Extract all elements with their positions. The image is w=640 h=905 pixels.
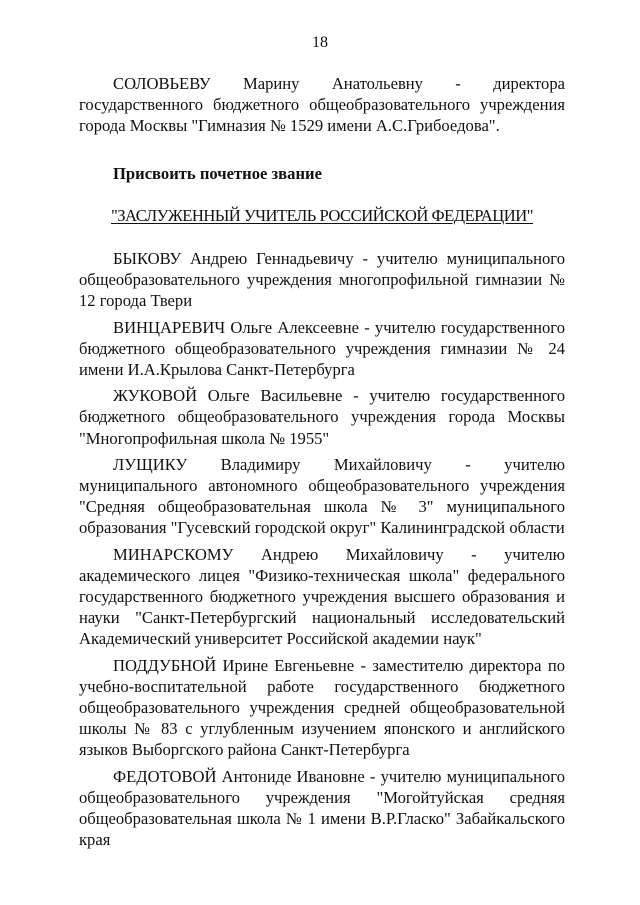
section-heading: Присвоить почетное звание [113, 163, 322, 183]
document-body [79, 73, 565, 856]
paragraph-solovyeva: СОЛОВЬЕВУ Марину Анатольевну - директора государственного бюджетного общеобразовательного учреждения города Москвы "Гимназия № 1529 имени А.С.Грибоедова". [79, 74, 565, 136]
entry-vintsarevich: ВИНЦАРЕВИЧ Ольге Алексеевне - учителю государственного бюджетного общеобразовательного учреждения гимназии № 24 имени И.А.Крылова Санкт-Петербурга [79, 317, 565, 380]
entry-zhukova: ЖУКОВОЙ Ольге Васильевне - учителю государственного бюджетного общеобразовательного учреждения города Москвы "Многопрофильная школа № 1955" [79, 386, 565, 448]
entry-bykov: БЫКОВУ Андрею Геннадьевичу - учителю муниципального общеобразовательного учреждения многопрофильной гимназии № 12 города Твери [79, 249, 565, 311]
entry-minarsky: МИНАРСКОМУ Андрею Михайловичу - учителю академического лицея "Физико-техническая школа" федерального государственного бюджетного учреждения высшего образования и науки "Санкт-Петербургский национальный исследовательский Академический университет Российской академии наук" [79, 544, 565, 649]
entry-poddubnaya: ПОДДУБНОЙ Ирине Евгеньевне - заместителю директора по учебно-воспитательной работе государственного бюджетного общеобразовательного учреждения средней общеобразовательной школы № 83 с углубленным изучением японского и английского языков Выборгского района Санкт-Петербурга [79, 655, 565, 760]
honorary-title: "ЗАСЛУЖЕННЫЙ УЧИТЕЛЬ РОССИЙСКОЙ ФЕДЕРАЦИИ" [110, 205, 534, 225]
entry-fedotova: ФЕДОТОВОЙ Антониде Ивановне - учителю муниципального общеобразовательного учреждения "Могойтуйская средняя общеобразовательная школа № 1 имени В.Р.Гласко" Забайкальского края [79, 766, 565, 850]
page-number: 18 [312, 34, 328, 51]
entry-lushchik: ЛУЩИКУ Владимиру Михайловичу - учителю муниципального автономного общеобразовательного учреждения "Средняя общеобразовательная школа № 3" муниципального образования "Гусевский городской округ" Калининградской области [79, 454, 565, 538]
